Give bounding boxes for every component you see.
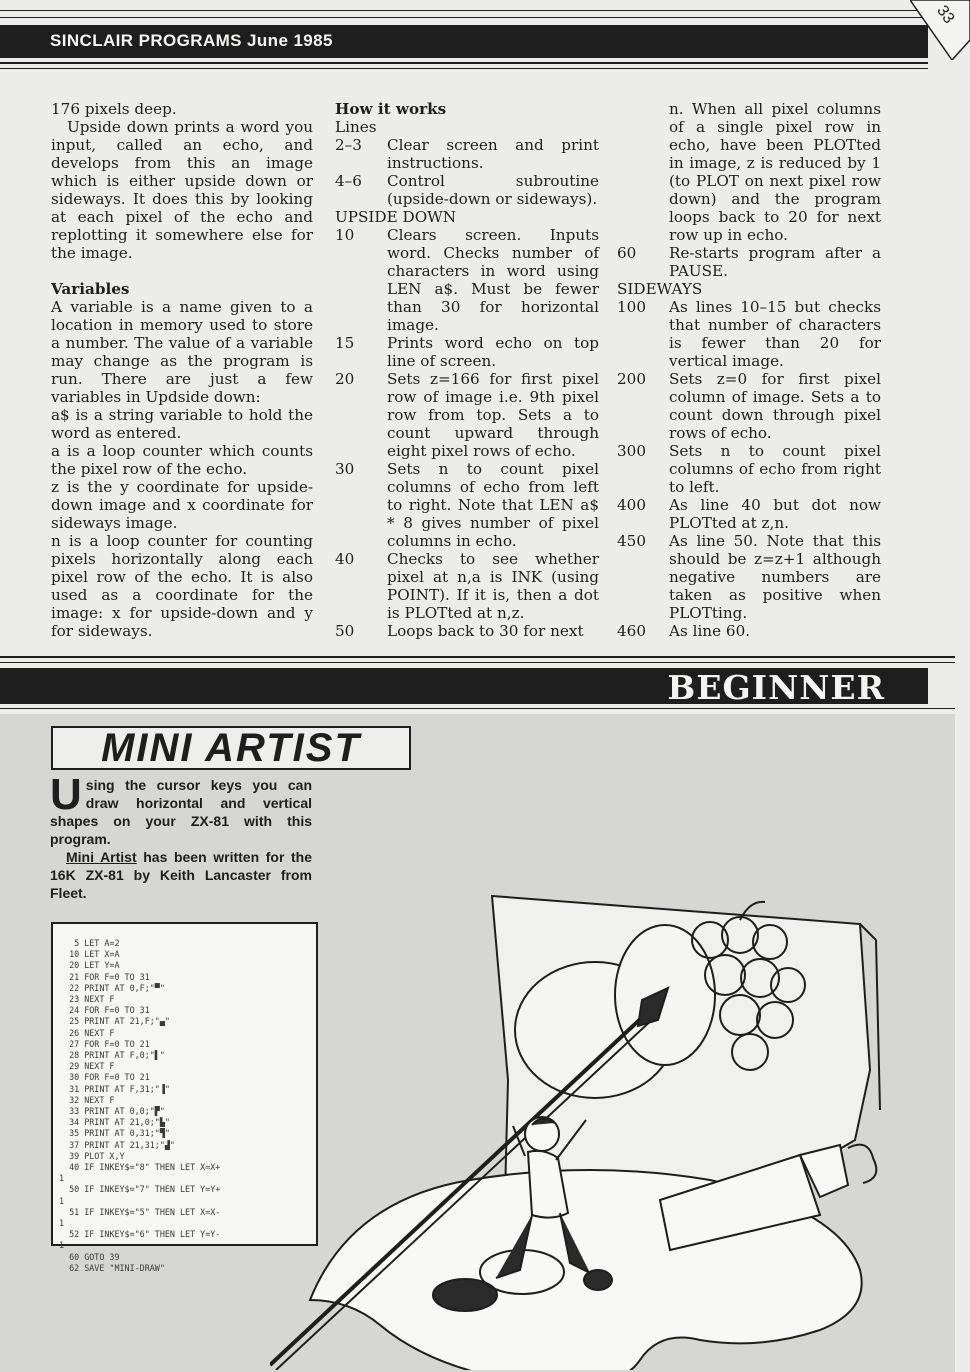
listing-line: 26 NEXT F (69, 1027, 115, 1038)
line-description: Sets z=166 for first pixel row of image i.e. 9th pixel row from top. Sets a to count upward through eight pixel rows of echo. (387, 370, 599, 460)
line-description: Control subroutine (upside-down or sideways). (387, 172, 599, 208)
listing-line: 28 PRINT AT F,0;"▌" (69, 1050, 165, 1061)
listing-line: 32 NEXT F (69, 1094, 115, 1105)
header-underline (0, 62, 928, 64)
line-entry (335, 334, 599, 370)
line-number: 400 (617, 496, 646, 514)
line-entry (617, 622, 881, 640)
listing-line: 1 (59, 1240, 65, 1251)
line-entry (617, 370, 881, 442)
listing-line: 1 (59, 1218, 65, 1229)
line-entry (617, 496, 881, 532)
line-number: 30 (335, 460, 355, 478)
line-number: 10 (335, 226, 355, 244)
listing-line: 51 IF INKEY$="5" THEN LET X=X- (69, 1206, 221, 1217)
listing-line: 29 NEXT F (69, 1061, 115, 1072)
line-description: As line 40 but dot now PLOTted at z,n. (669, 496, 881, 532)
line-number: 300 (617, 442, 646, 460)
line-description: Clear screen and print instructions. (387, 136, 599, 172)
listing-line: 31 PRINT AT F,31;"▐" (69, 1083, 170, 1094)
header-underline-2 (0, 68, 928, 69)
listing-line: 37 PRINT AT 21,31;"▟" (69, 1139, 175, 1150)
paragraph: a is a loop counter which counts the pixel row of the echo. (51, 442, 313, 478)
line-entry (335, 550, 599, 622)
listing-line: 22 PRINT AT 0,F;"▀" (69, 982, 165, 993)
lines-label: Lines (335, 118, 377, 136)
top-rule (0, 10, 928, 11)
line-description: Loops back to 30 for next (387, 622, 584, 640)
line-entry (335, 226, 599, 334)
line-description: As lines 10–15 but checks that number of characters is fewer than 20 for vertical image. (669, 298, 881, 370)
line-number: 450 (617, 532, 646, 550)
line-entry (617, 244, 881, 280)
line-number: 460 (617, 622, 646, 640)
artist-illustration (270, 880, 950, 1370)
line-number: 50 (335, 622, 355, 640)
listing-line: 24 FOR F=0 TO 31 (69, 1005, 150, 1016)
column-2 (335, 100, 599, 640)
line-entry-continued (617, 100, 881, 244)
listing-line: 39 PLOT X,Y (69, 1150, 125, 1161)
listing-line: 5 LET A=2 (74, 938, 120, 948)
listing-line: 35 PRINT AT 0,31;"▜" (69, 1128, 170, 1139)
line-description: n. When all pixel columns of a single pixel row in echo, have been PLOTted in image, z is reduced by 1 (to PLOT on next pixel row down) and the program loops back to 20 for next row up in echo. (669, 100, 881, 244)
paragraph: n is a loop counter for counting pixels horizontally along each pixel row of the echo. It is also used as a coordinate for the image: x for upside-down and y for sideways. (51, 532, 313, 640)
line-number: 15 (335, 334, 355, 352)
program-name: Mini Artist (66, 849, 137, 865)
listing-line: 25 PRINT AT 21,F;"▄" (69, 1016, 170, 1027)
line-number: 40 (335, 550, 355, 568)
top-rule-2 (0, 17, 928, 18)
section-heading: Variables (51, 280, 130, 298)
page-number: 33 (933, 2, 958, 27)
line-description: Clears screen. Inputs word. Checks number of characters in word using LEN a$. Must be fewer than 30 for horizontal image. (387, 226, 599, 334)
line-number: 100 (617, 298, 646, 316)
listing-line: 23 NEXT F (69, 994, 115, 1005)
paragraph: Upside down prints a word you input, called an echo, and develops from this an image which is either upside down or sideways. It does this by looking at each pixel of the echo and replotting it somewhere else for the image. (51, 118, 313, 262)
section-heading: How it works (335, 100, 447, 118)
paragraph: z is the y coordinate for upside-down image and x coordinate for sideways image. (51, 478, 313, 532)
column-1 (51, 100, 313, 640)
line-entry (335, 136, 599, 172)
line-entry (617, 442, 881, 496)
header-bar (0, 25, 928, 58)
drop-cap: U (50, 770, 82, 819)
section-label: UPSIDE DOWN (335, 208, 457, 226)
line-entry (617, 298, 881, 370)
credit-text: has been written for the 16K ZX-81 by Keith Lancaster from Fleet. (50, 849, 312, 901)
line-entry (335, 172, 599, 208)
listing-line: 60 GOTO 39 (69, 1251, 120, 1262)
section-label: SIDEWAYS (617, 280, 703, 298)
line-number: 4–6 (335, 172, 362, 190)
line-description: As line 60. (669, 622, 751, 640)
intro-text: sing the cursor keys you can draw horizontal and vertical shapes on your ZX-81 with this program. (50, 777, 312, 847)
listing-line: 1 (59, 1173, 65, 1184)
listing-line: 33 PRINT AT 0,0;"▛" (69, 1106, 165, 1117)
listing-line: 30 FOR F=0 TO 21 (69, 1072, 150, 1083)
section-divider-2 (0, 662, 955, 663)
line-entry (335, 622, 599, 640)
line-entry (617, 532, 881, 622)
line-description: Sets n to count pixel columns of echo from right to left. (669, 442, 881, 496)
line-description: Prints word echo on top line of screen. (387, 334, 599, 370)
listing-line: 52 IF INKEY$="6" THEN LET Y=Y- (69, 1229, 221, 1240)
line-entry (335, 370, 599, 460)
line-description: Sets n to count pixel columns of echo from left to right. Note that LEN a$ * 8 gives number of pixel columns in echo. (387, 460, 599, 550)
line-description: As line 50. Note that this should be z=z+1 although negative numbers are taken as positive when PLOTting. (669, 532, 881, 622)
beginner-label: BEGINNER (667, 668, 885, 707)
banner-underline (0, 708, 955, 709)
paragraph: 176 pixels deep. (51, 100, 177, 118)
listing-line: 27 FOR F=0 TO 21 (69, 1038, 150, 1049)
line-number: 60 (617, 244, 637, 262)
listing-line: 34 PRINT AT 21,0;"▙" (69, 1117, 170, 1128)
line-number: 20 (335, 370, 355, 388)
paragraph: A variable is a name given to a location in memory used to store a number. The value of a variable may change as the program is run. There are just a few variables in Updside down: (51, 298, 313, 406)
listing-line: 20 LET Y=A (69, 960, 120, 971)
article-title: MINI ARTIST (51, 726, 411, 770)
listing-line: 1 (59, 1195, 65, 1206)
listing-line: 10 LET X=A (69, 949, 120, 960)
column-3 (617, 100, 881, 640)
line-description: Re-starts program after a PAUSE. (669, 244, 881, 280)
paragraph: a$ is a string variable to hold the word as entered. (51, 406, 313, 442)
line-entry (335, 460, 599, 550)
section-divider (0, 656, 955, 658)
listing-line: 50 IF INKEY$="7" THEN LET Y=Y+ (69, 1184, 221, 1195)
listing-line: 21 FOR F=0 TO 31 (69, 971, 150, 982)
line-description: Checks to see whether pixel at n,a is INK (using POINT). If it is, then a dot is PLOTted at n,z. (387, 550, 599, 622)
listing-line: 62 SAVE "MINI-DRAW" (69, 1262, 165, 1273)
line-number: 200 (617, 370, 646, 388)
line-number: 2–3 (335, 136, 362, 154)
line-description: Sets z=0 for first pixel column of image. Sets a to count down through pixel rows of echo. (669, 370, 881, 442)
magazine-header: SINCLAIR PROGRAMS June 1985 (50, 31, 333, 50)
listing-line: 40 IF INKEY$="8" THEN LET X=X+ (69, 1162, 221, 1173)
